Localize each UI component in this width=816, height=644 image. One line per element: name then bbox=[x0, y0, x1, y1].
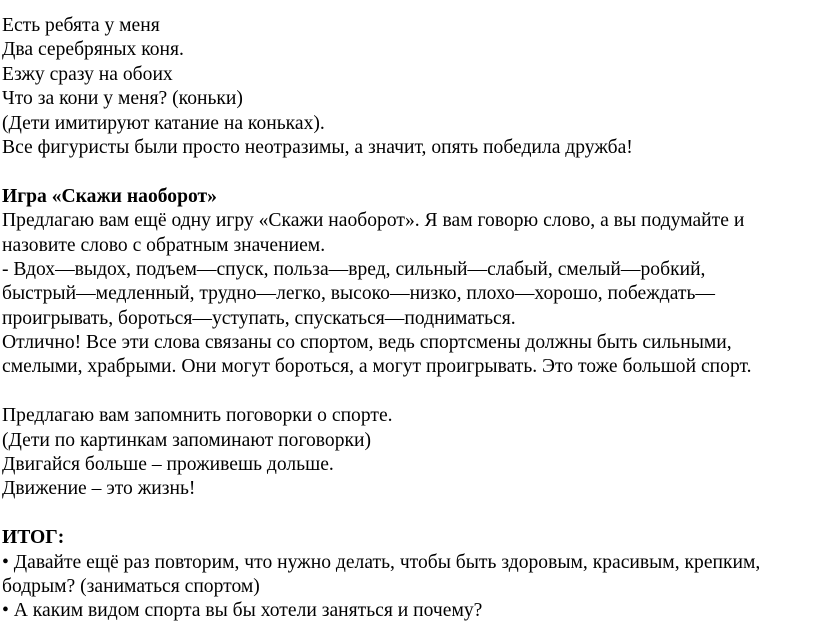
summary-line: бодрым? (заниматься спортом) bbox=[2, 575, 260, 597]
summary-line: • Давайте ещё раз повторим, что нужно делать, чтобы быть здоровым, красивым, крепким, bbox=[2, 551, 761, 573]
sayings-line: Предлагаю вам запомнить поговорки о спорте. bbox=[2, 405, 393, 427]
spacer bbox=[2, 380, 814, 404]
poem-block bbox=[2, 14, 814, 160]
spacer bbox=[2, 160, 814, 184]
poem-line: Что за кони у меня? (коньки) bbox=[2, 88, 243, 110]
game-line: назовите слово с обратным значением. bbox=[2, 234, 326, 256]
summary-heading: ИТОГ: bbox=[2, 527, 65, 549]
sayings-line: Двигайся больше – проживешь дольше. bbox=[2, 454, 334, 476]
spacer bbox=[2, 502, 814, 526]
game-line: быстрый—медленный, трудно—легко, высоко—низко, плохо—хорошо, побеждать— bbox=[2, 283, 716, 305]
poem-line: Есть ребята у меня bbox=[2, 15, 160, 36]
document-page bbox=[2, 14, 814, 624]
poem-line: Два серебряных коня. bbox=[2, 39, 184, 61]
summary-block bbox=[2, 526, 814, 624]
game-line: Отлично! Все эти слова связаны со спортом, ведь спортсмены должны быть сильными, bbox=[2, 332, 732, 354]
sayings-block bbox=[2, 404, 814, 502]
game-line: Предлагаю вам ещё одну игру «Скажи наоборот». Я вам говорю слово, а вы подумайте и bbox=[2, 210, 745, 232]
poem-line: (Дети имитируют катание на коньках). bbox=[2, 112, 325, 134]
game-line: смелыми, храбрыми. Они могут бороться, а могут проигрывать. Это тоже большой спорт. bbox=[2, 356, 752, 378]
game-block bbox=[2, 185, 814, 380]
game-line: - Вдох—выдох, подъем—спуск, польза—вред, сильный—слабый, смелый—робкий, bbox=[2, 258, 706, 280]
summary-line: • А каким видом спорта вы бы хотели заняться и почему? bbox=[2, 600, 483, 622]
sayings-line: (Дети по картинкам запоминают поговорки) bbox=[2, 429, 372, 451]
game-heading: Игра «Скажи наоборот» bbox=[2, 185, 217, 207]
poem-line: Езжу сразу на обоих bbox=[2, 63, 173, 85]
sayings-line: Движение – это жизнь! bbox=[2, 478, 196, 500]
game-line: проигрывать, бороться—уступать, спускаться—подниматься. bbox=[2, 307, 516, 329]
poem-line: Все фигуристы были просто неотразимы, а значит, опять победила дружба! bbox=[2, 136, 633, 158]
